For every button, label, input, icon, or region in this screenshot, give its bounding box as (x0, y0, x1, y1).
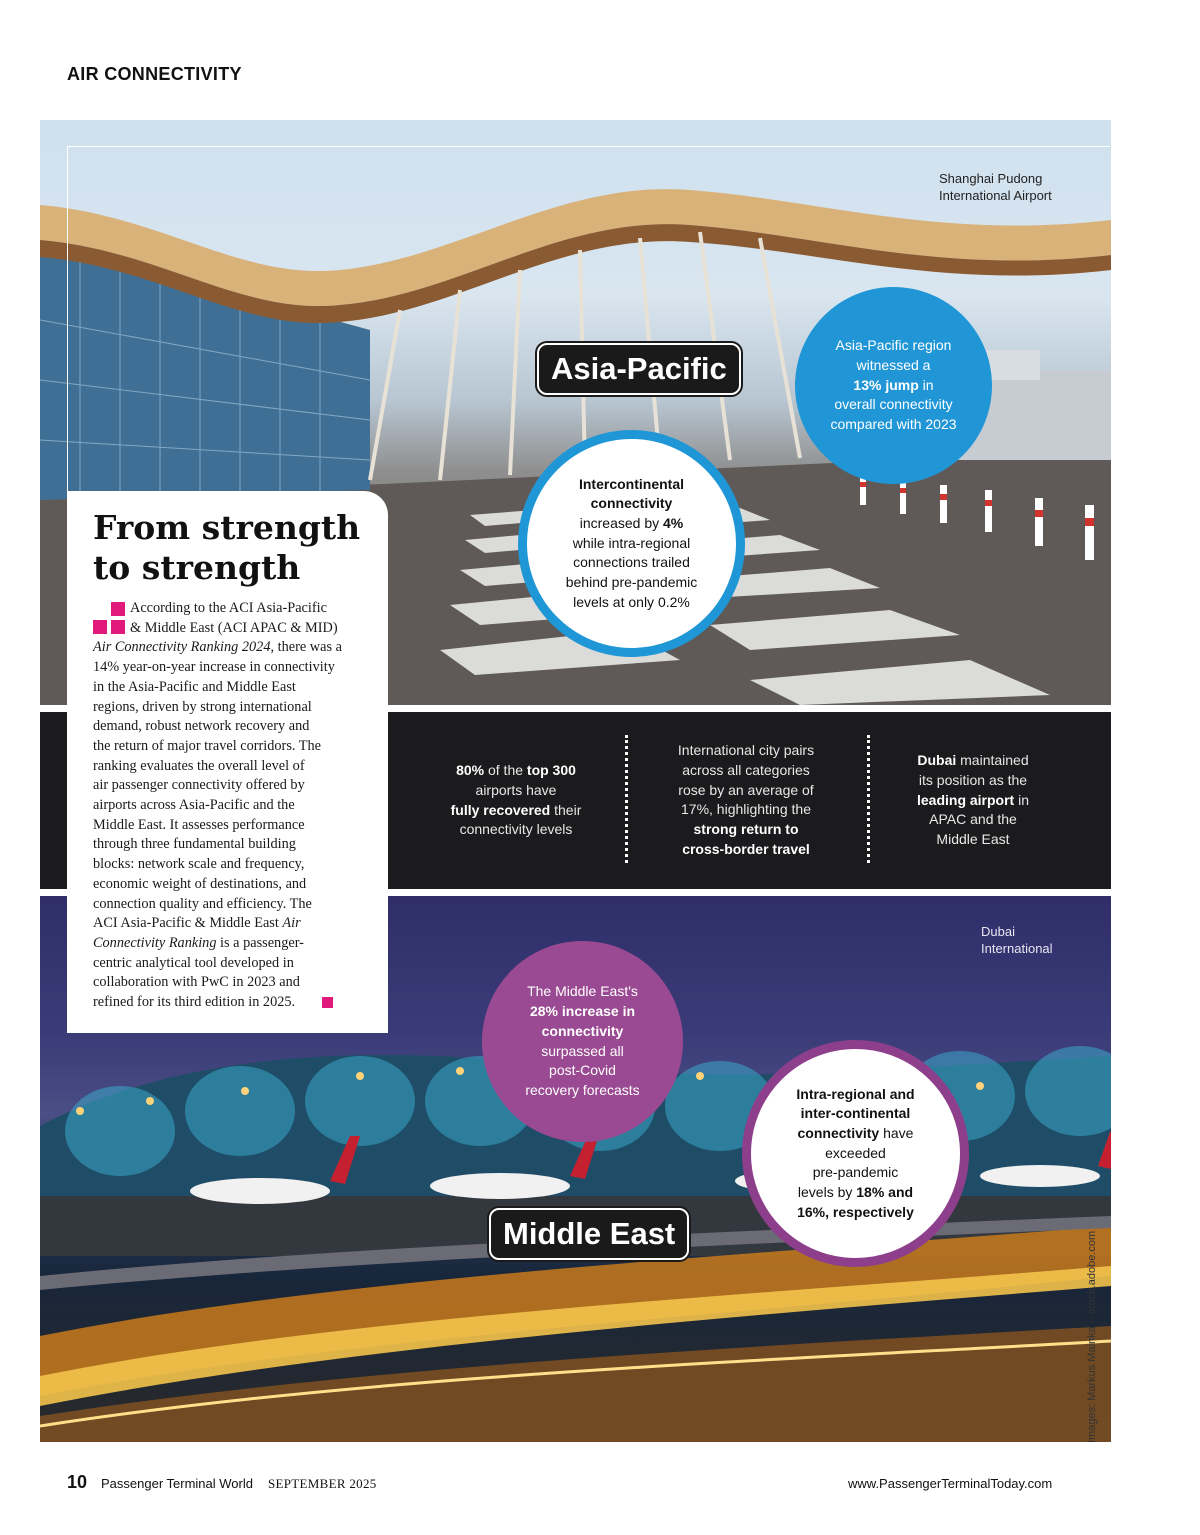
stat-circle-intercontinental: Intercontinental connectivity increased by 4% while intra-regional connections trailed behind pre-pandemic levels at only 0.2% (518, 430, 745, 657)
article-headline (93, 508, 383, 588)
image-credit: Images: Markus Mainka – stock.adobe.com (1086, 1230, 1098, 1443)
stat-circle-intra-regional: Intra-regional and inter-continental connectivity have exceeded pre-pandemic levels by 18% and 16%, respectively (742, 1040, 969, 1267)
page-number: 10 (67, 1472, 88, 1492)
body-line: Air Connectivity Ranking 2024 (93, 639, 271, 656)
issue-date: SEPTEMBER 2025 (268, 1476, 377, 1491)
section-label: AIR CONNECTIVITY (67, 64, 242, 84)
body-line: According to the ACI Asia-Pacific (130, 600, 327, 616)
caption-line: Dubai (981, 924, 1015, 939)
frame-line-horizontal (67, 146, 1110, 147)
photo-caption-dubai (981, 923, 1053, 957)
region-tag-asia-pacific: Asia-Pacific (537, 343, 741, 395)
stat-circle-middle-east-increase: The Middle East's 28% increase in connectivity surpassed all post-Covid recovery forecasts (482, 941, 683, 1142)
end-mark-square (322, 997, 333, 1008)
magazine-name: Passenger Terminal World (101, 1476, 253, 1491)
headline-line: to strength (93, 548, 301, 587)
website-link[interactable]: www.PassengerTerminalToday.com (848, 1476, 1053, 1491)
stat-top-300-recovered: 80% of the top 300 airports have fully recovered their connectivity levels (450, 762, 582, 838)
photo-caption-shanghai (939, 170, 1052, 204)
article-body: According to the ACI Asia-Pacific & Middle East (ACI APAC & MID) Air Connectivity Ranking 2024, there was a 14% year-on-year increase in connectivity in the Asia-Pacific and Middle East regions, driven by strong international demand, robust network recovery and the return of major travel corridors. The ranking evaluates the overall level of air passenger connectivity offered by airports across Asia-Pacific and the Middle East. It assesses performance through three fundamental building blocks: network scale and frequency, economic weight of destinations, and connection quality and efficiency. The ACI Asia-Pacific & Middle East Air Connectivity Ranking is a passenger- centric analytical tool developed in collaboration with PwC in 2023 and refined for its third edition in 2025. (93, 600, 342, 1011)
stat-circle-asia-jump: Asia-Pacific region witnessed a 13% jump in overall connectivity compared with 2023 (795, 287, 992, 484)
headline-line: From strength (93, 508, 361, 547)
frame-line-vertical (67, 146, 68, 506)
caption-line: Shanghai Pudong (939, 171, 1043, 186)
stat-divider (867, 735, 870, 863)
caption-line: International (981, 941, 1053, 956)
stat-city-pairs: International city pairs across all categories rose by an average of 17%, highlighting the strong return to cross-border travel (677, 742, 815, 857)
body-line: & Middle East (ACI APAC & MID) (130, 619, 338, 636)
stat-dubai-leading: Dubai maintained its position as the leading airport in APAC and the Middle East (916, 752, 1030, 848)
region-tag-middle-east: Middle East (489, 1208, 689, 1260)
caption-line: International Airport (939, 188, 1052, 203)
stat-divider (625, 735, 628, 863)
